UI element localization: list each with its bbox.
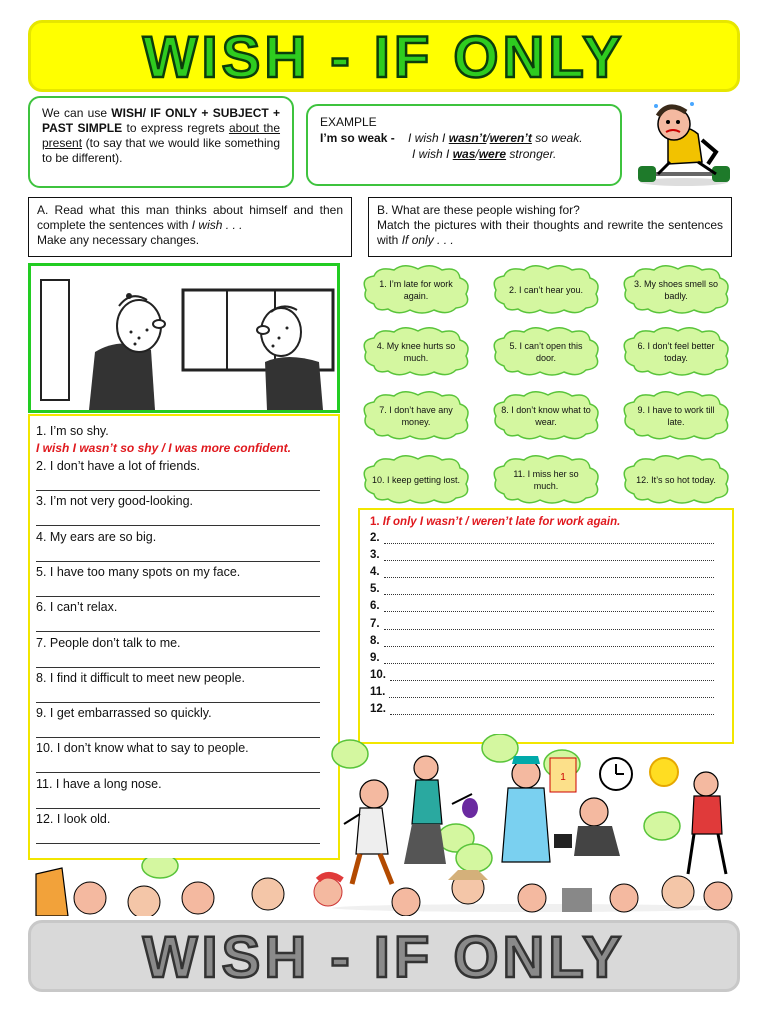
b-answer-number: 8.: [370, 634, 380, 647]
intro-formula: WISH/ IF ONLY + SUBJECT + PAST SIMPLE: [42, 106, 280, 135]
b-answer-row-3[interactable]: [370, 549, 714, 561]
a-answer-line-2[interactable]: [36, 489, 320, 491]
bottom-title-text: WISH - IF ONLY: [142, 925, 626, 989]
bottom-title-art: [31, 923, 737, 989]
b-answer-row-10[interactable]: [370, 669, 714, 681]
b-answer-line[interactable]: [384, 619, 714, 630]
a-answer-line-6[interactable]: [36, 630, 320, 632]
b-answer-line[interactable]: [384, 550, 714, 561]
b-answer-row-8[interactable]: [370, 635, 714, 647]
cartoon-strip: [28, 858, 740, 916]
section-b-text: B. What are these people wishing for?: [377, 203, 580, 217]
thought-cloud-7: [360, 390, 472, 442]
example-line1: I wish I: [408, 131, 449, 145]
intro-box: [28, 96, 294, 188]
thought-cloud-3: [620, 264, 732, 316]
thought-cloud-11: [490, 454, 602, 506]
example-line1-end: so weak.: [531, 131, 583, 145]
weak-man-picture: [628, 92, 740, 188]
section-b-instructions: [368, 197, 732, 257]
b-answer-number: 7.: [370, 617, 380, 630]
clock-and-sun: [600, 758, 678, 790]
a-answer-line-10[interactable]: [36, 771, 320, 773]
a-item-8: 8. I find it difficult to meet new people.: [36, 670, 245, 685]
example-box: [306, 104, 622, 186]
b-answer-number: 11.: [370, 685, 386, 698]
a-item-7: 7. People don’t talk to me.: [36, 635, 181, 650]
a-answer-line-9[interactable]: [36, 736, 320, 738]
thought-cloud-5: [490, 326, 602, 378]
b-answer-number: 1.: [370, 516, 380, 528]
b-answer-row-9[interactable]: [370, 652, 714, 664]
a-item-3: 3. I’m not very good-looking.: [36, 494, 194, 509]
intro-underlined: about the present: [42, 121, 281, 150]
example-line2: I wish I: [412, 147, 453, 161]
thought-cloud-text: 8. I don’t know what to wear.: [501, 405, 591, 427]
b-answer-row-7[interactable]: [370, 618, 714, 630]
a-example-answer: I wish I wasn’t so shy / I was more confident.: [36, 441, 291, 455]
b-answer-number: 12.: [370, 703, 386, 715]
thought-cloud-12: [620, 454, 732, 506]
thought-cloud-text: 3. My shoes smell so badly.: [633, 279, 719, 301]
a-item-5: 5. I have too many spots on my face.: [36, 564, 241, 579]
b-answer-line[interactable]: [384, 584, 714, 595]
example-answer-2-alt: were: [478, 147, 507, 161]
b-answer-row-5[interactable]: [370, 583, 714, 595]
example-answer-2: was: [452, 147, 476, 161]
thought-cloud-text: 5. I can’t open this door.: [509, 341, 583, 363]
thought-cloud-1: [360, 264, 472, 316]
b-answer-line[interactable]: [384, 653, 714, 664]
a-answer-line-4[interactable]: [36, 560, 320, 562]
b-answer-number: 2.: [370, 532, 380, 544]
mirror-cartoon: [31, 266, 337, 410]
b-example-answer: If only I wasn’t / weren’t late for work again.: [382, 516, 621, 528]
bottom-banner: [28, 920, 740, 992]
a-answer-line-5[interactable]: [36, 595, 320, 597]
a-item-12: 12. I look old.: [36, 812, 111, 826]
section-a-text: A. Read what this man thinks about himself and then complete the sentences with: [37, 203, 343, 232]
a-answer-line-7[interactable]: [36, 666, 320, 668]
a-item-10: 10. I don’t know what to say to people.: [36, 741, 249, 756]
thought-cloud-text: 1. I’m late for work again.: [379, 279, 453, 301]
thought-cloud-6: [620, 326, 732, 378]
thought-cloud-text: 6. I don’t feel better today.: [637, 341, 715, 363]
b-answer-row-4[interactable]: [370, 566, 714, 578]
b-answer-number: 6.: [370, 600, 380, 613]
b-answer-line[interactable]: [384, 601, 714, 612]
example-line2-end: stronger.: [506, 147, 557, 161]
intro-text-2: to express regrets: [122, 121, 229, 135]
intro-text: We can use: [42, 106, 112, 120]
b-answer-number: 5.: [370, 583, 380, 596]
picture-label: 1: [560, 772, 566, 783]
a-item-1: 1. I’m so shy.: [36, 424, 109, 438]
a-item-6: 6. I can’t relax.: [36, 600, 118, 615]
b-answer-number: 9.: [370, 651, 380, 664]
b-answer-row-2[interactable]: [370, 532, 714, 544]
thought-cloud-9: [620, 390, 732, 442]
title-banner: [28, 20, 740, 92]
example-slash-2: /: [475, 147, 479, 161]
a-answer-line-12[interactable]: [36, 842, 320, 844]
title-text: WISH - IF ONLY: [142, 25, 626, 89]
a-item-4: 4. My ears are so big.: [36, 529, 157, 544]
thought-cloud-text: 2. I can’t hear you.: [508, 285, 584, 295]
example-answer-alt: weren’t: [489, 131, 532, 145]
a-item-11: 11. I have a long nose.: [36, 776, 162, 791]
intro-text-3: (to say that we would like something to be different).: [42, 136, 280, 165]
thought-cloud-2: [490, 264, 602, 316]
a-item-9: 9. I get embarrassed so quickly.: [36, 706, 212, 721]
a-answer-line-3[interactable]: [36, 524, 320, 526]
section-a-emphasis: I wish . . .: [191, 218, 243, 232]
b-answer-line[interactable]: [384, 567, 714, 578]
thought-cloud-text: 11. I miss her so much.: [513, 469, 579, 491]
b-answer-row-11[interactable]: [370, 686, 714, 698]
thought-cloud-4: [360, 326, 472, 378]
example-slash: /: [486, 131, 490, 145]
mirror-cartoon-frame: [28, 263, 340, 413]
b-answer-number: 3.: [370, 549, 380, 562]
section-b-emphasis: If only . . .: [401, 233, 454, 247]
b-answer-line[interactable]: [384, 533, 714, 544]
thought-cloud-8: [490, 390, 602, 442]
b-answer-number: 4.: [370, 566, 380, 579]
title-art: [31, 23, 737, 89]
thought-cloud-text: 10. I keep getting lost.: [371, 475, 461, 485]
b-answer-row-12[interactable]: [370, 703, 714, 715]
b-answer-row-6[interactable]: [370, 600, 714, 612]
section-a-instructions: [28, 197, 352, 257]
thought-cloud-10: [360, 454, 472, 506]
example-answer: wasn’t: [448, 131, 487, 145]
a-answer-line-8[interactable]: [36, 701, 320, 703]
section-b-text-2: Match the pictures with their thoughts and rewrite the sentences with: [377, 218, 723, 247]
a-item-2: 2. I don’t have a lot of friends.: [36, 459, 200, 473]
thought-cloud-text: 9. I have to work till late.: [637, 405, 715, 427]
example-lead: I’m so weak -: [320, 131, 395, 145]
example-label: EXAMPLE: [320, 115, 377, 129]
thought-cloud-text: 7. I don’t have any money.: [379, 405, 453, 427]
b-answer-example: [370, 516, 620, 528]
section-a-text-2: Make any necessary changes.: [37, 233, 200, 247]
b-answer-line[interactable]: [390, 704, 714, 715]
a-answer-line-11[interactable]: [36, 807, 320, 809]
b-answer-line[interactable]: [384, 636, 714, 647]
b-answer-line[interactable]: [390, 670, 714, 681]
thought-cloud-text: 4. My knee hurts so much.: [376, 341, 456, 363]
figure-3: [502, 756, 550, 862]
b-answer-number: 10.: [370, 668, 386, 681]
b-answer-line[interactable]: [389, 687, 714, 698]
thought-cloud-text: 12. It’s so hot today.: [636, 475, 716, 485]
